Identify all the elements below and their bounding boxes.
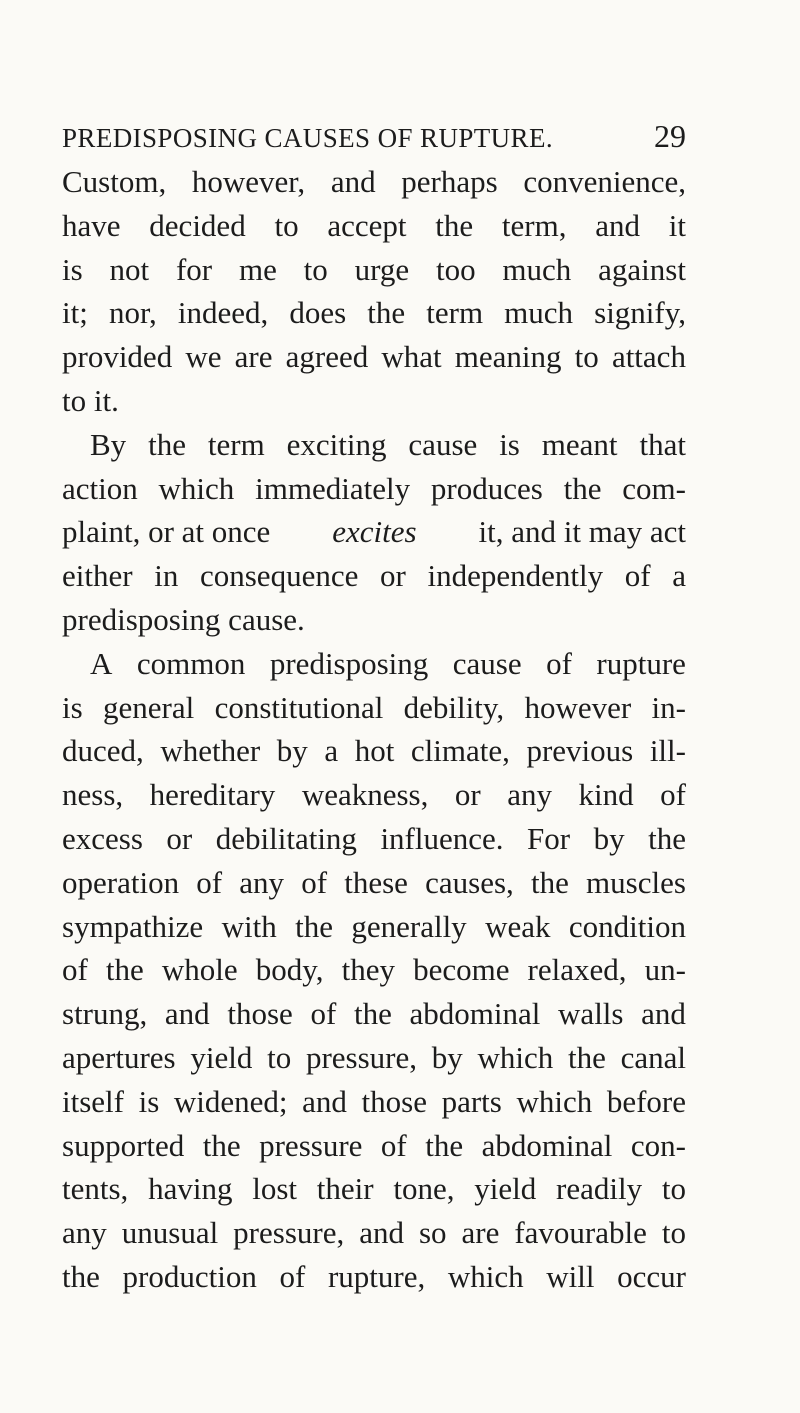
text-line: operation of any of these causes, the muscles: [62, 864, 686, 900]
text-line: sympathize with the generally weak condition: [62, 908, 686, 944]
text-line: any unusual pressure, and so are favourable to: [62, 1215, 686, 1251]
text-line: strung, and those of the abdominal walls and: [62, 996, 686, 1032]
text-line: have decided to accept the term, and it: [62, 207, 686, 243]
text-line: excess or debilitating influence. For by the: [62, 820, 686, 856]
body-text: [62, 160, 686, 1299]
text-line: action which immediately produces the com-: [62, 470, 686, 506]
text-line: either in consequence or independently of a: [62, 558, 686, 594]
text-line: supported the pressure of the abdominal con-: [62, 1127, 686, 1163]
text-line: itself is widened; and those parts which before: [62, 1083, 686, 1119]
text-line: of the whole body, they become relaxed, un-: [62, 952, 686, 988]
page-number: 29: [654, 118, 686, 154]
text-line: A common predisposing cause of rupture: [90, 645, 686, 681]
text-line: duced, whether by a hot climate, previous ill-: [62, 733, 686, 769]
italic-word: excites: [332, 514, 417, 550]
text-line: provided we are agreed what meaning to attach: [62, 339, 686, 375]
text-line: apertures yield to pressure, by which the canal: [62, 1039, 686, 1075]
text-line-with-italic: [62, 510, 686, 554]
text-line: Custom, however, and perhaps convenience,: [62, 164, 686, 199]
text-line: ness, hereditary weakness, or any kind of: [62, 777, 686, 813]
text-line: predisposing cause.: [62, 601, 305, 637]
text-fragment: plaint, or at once: [62, 514, 271, 550]
text-line: tents, having lost their tone, yield readily to: [62, 1171, 686, 1207]
text-line: the production of rupture, which will occur: [62, 1258, 686, 1294]
text-line: it; nor, indeed, does the term much signify,: [62, 295, 686, 331]
text-line: is not for me to urge too much against: [62, 251, 686, 287]
text-fragment: it, and it may act: [478, 514, 686, 550]
text-line: is general constitutional debility, however in-: [62, 689, 686, 725]
text-line: By the term exciting cause is meant that: [90, 426, 686, 462]
running-head: [62, 118, 686, 162]
running-title: PREDISPOSING CAUSES OF RUPTURE.: [62, 123, 554, 153]
text-line: to it.: [62, 382, 119, 418]
